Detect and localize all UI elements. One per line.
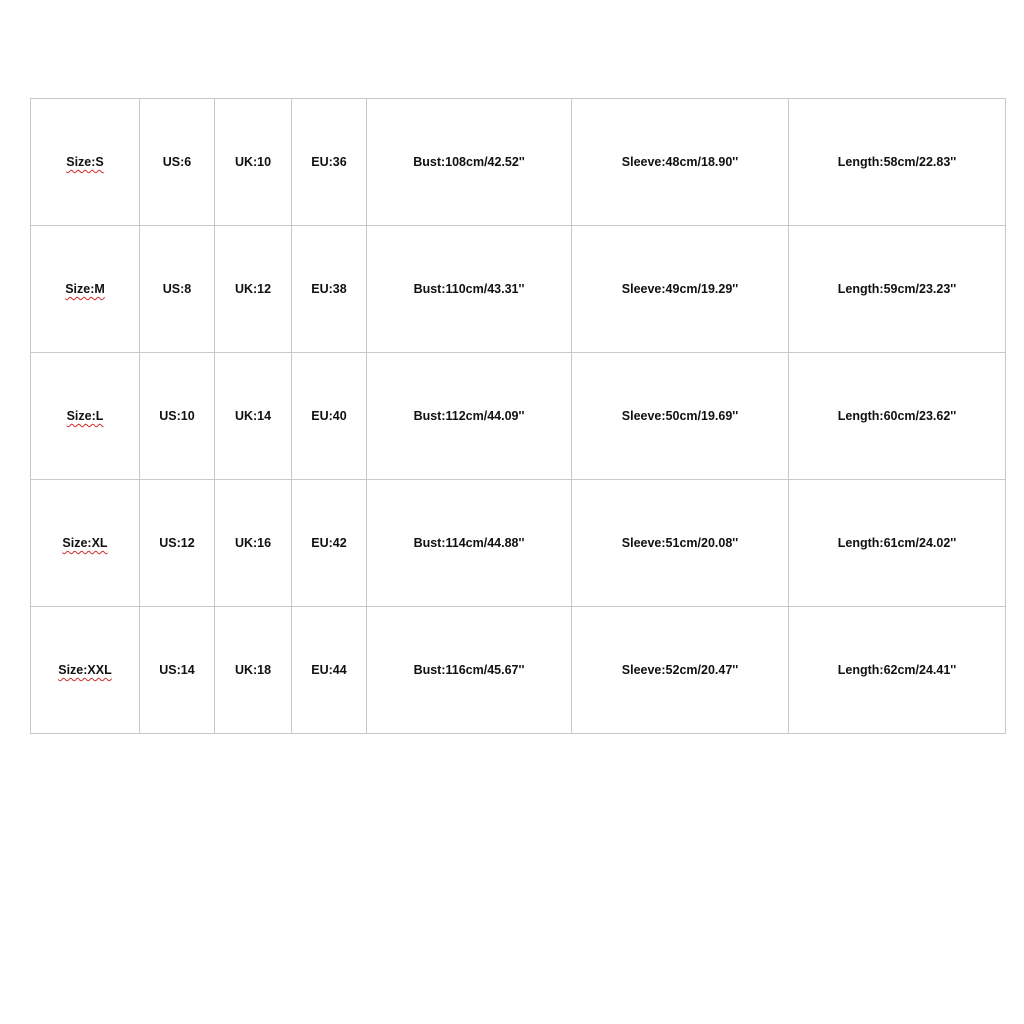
- table-row: [31, 480, 1006, 607]
- uk-size-cell: UK:12: [215, 226, 292, 353]
- table-row: [31, 607, 1006, 734]
- sleeve-cell: Sleeve:50cm/19.69'': [572, 353, 789, 480]
- uk-size-cell: UK:10: [215, 99, 292, 226]
- length-cell: Length:60cm/23.62'': [789, 353, 1006, 480]
- table-row: [31, 226, 1006, 353]
- us-size-cell: US:14: [140, 607, 215, 734]
- us-size-cell: US:10: [140, 353, 215, 480]
- uk-size-cell: UK:16: [215, 480, 292, 607]
- eu-size-cell: EU:42: [292, 480, 367, 607]
- size-cell: [31, 99, 140, 226]
- table-row: [31, 353, 1006, 480]
- bust-cell: Bust:114cm/44.88'': [367, 480, 572, 607]
- length-cell: Length:59cm/23.23'': [789, 226, 1006, 353]
- sleeve-cell: Sleeve:48cm/18.90'': [572, 99, 789, 226]
- size-cell: [31, 226, 140, 353]
- bust-cell: Bust:110cm/43.31'': [367, 226, 572, 353]
- bust-cell: Bust:116cm/45.67'': [367, 607, 572, 734]
- size-cell: [31, 480, 140, 607]
- uk-size-cell: UK:18: [215, 607, 292, 734]
- size-chart-table: [30, 98, 1006, 734]
- us-size-cell: US:6: [140, 99, 215, 226]
- size-label: Size:M: [65, 282, 105, 296]
- size-cell: [31, 353, 140, 480]
- size-label: Size:S: [66, 155, 104, 169]
- size-label: Size:XL: [62, 536, 108, 550]
- us-size-cell: US:12: [140, 480, 215, 607]
- eu-size-cell: EU:44: [292, 607, 367, 734]
- sleeve-cell: Sleeve:51cm/20.08'': [572, 480, 789, 607]
- bust-cell: Bust:112cm/44.09'': [367, 353, 572, 480]
- size-cell: [31, 607, 140, 734]
- size-label: Size:XXL: [58, 663, 112, 677]
- bust-cell: Bust:108cm/42.52'': [367, 99, 572, 226]
- length-cell: Length:62cm/24.41'': [789, 607, 1006, 734]
- length-cell: Length:58cm/22.83'': [789, 99, 1006, 226]
- sleeve-cell: Sleeve:49cm/19.29'': [572, 226, 789, 353]
- size-label: Size:L: [66, 409, 104, 423]
- eu-size-cell: EU:38: [292, 226, 367, 353]
- us-size-cell: US:8: [140, 226, 215, 353]
- eu-size-cell: EU:36: [292, 99, 367, 226]
- uk-size-cell: UK:14: [215, 353, 292, 480]
- eu-size-cell: EU:40: [292, 353, 367, 480]
- length-cell: Length:61cm/24.02'': [789, 480, 1006, 607]
- table-row: [31, 99, 1006, 226]
- sleeve-cell: Sleeve:52cm/20.47'': [572, 607, 789, 734]
